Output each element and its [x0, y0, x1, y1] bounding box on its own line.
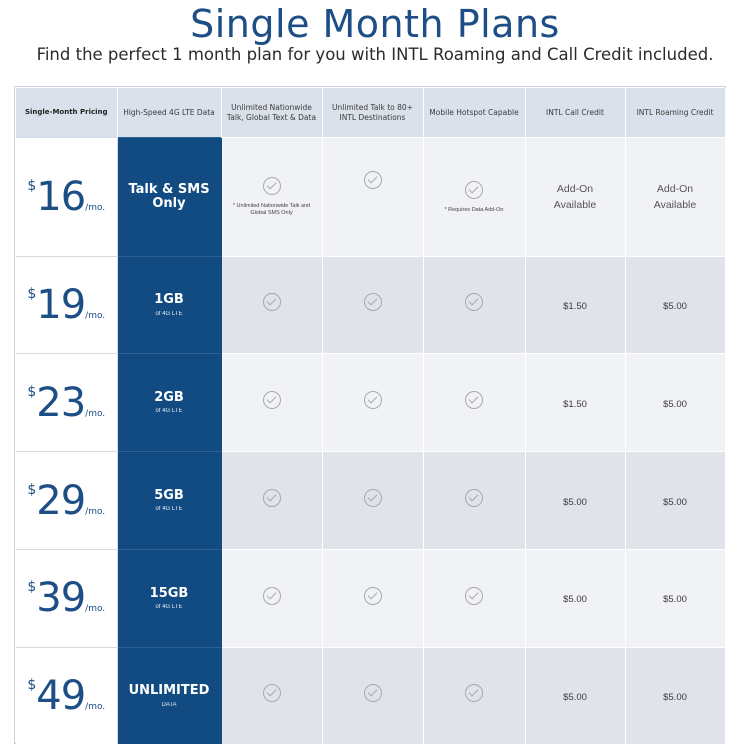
roaming-credit-cell — [625, 549, 725, 647]
intl-talk-cell — [322, 452, 423, 550]
column-header-roaming-credit: INTL Roaming Credit — [625, 88, 725, 138]
check-circle-icon — [263, 177, 281, 195]
column-header-pricing: Single-Month Pricing — [16, 88, 117, 138]
data-cell — [117, 647, 221, 744]
check-circle-icon — [263, 293, 281, 311]
price-amount: 16 — [36, 173, 86, 220]
roaming-credit-value: $5.00 — [663, 691, 687, 703]
roaming-credit-value: Add-On Available — [653, 182, 697, 211]
data-amount: 1GB — [154, 292, 184, 308]
check-circle-icon — [364, 391, 382, 409]
talk-note: * Unlimited Nationwide Talk and Global SMS Only — [232, 203, 311, 216]
check-circle-icon — [263, 489, 281, 507]
talk-cell — [221, 647, 322, 744]
page-subtitle: Find the perfect 1 month plan for you with INTL Roaming and Call Credit included. — [36, 45, 714, 64]
price-cell — [16, 138, 117, 257]
roaming-credit-cell — [625, 647, 725, 744]
roaming-credit-value: $5.00 — [663, 496, 687, 508]
call-credit-value: $5.00 — [563, 594, 587, 606]
data-cell — [117, 138, 221, 257]
hotspot-note: * Requires Data Add-On — [444, 206, 504, 213]
talk-cell — [221, 354, 322, 452]
check-circle-icon — [263, 684, 281, 702]
price-period: /mo. — [85, 310, 106, 321]
currency-symbol: $ — [27, 481, 37, 498]
check-circle-icon — [465, 489, 483, 507]
column-header-data: High-Speed 4G LTE Data — [117, 88, 221, 138]
column-header-call-credit: INTL Call Credit — [525, 88, 625, 138]
data-amount: 2GB — [154, 390, 184, 406]
plans-table — [16, 88, 726, 744]
intl-talk-cell — [322, 354, 423, 452]
price-cell — [16, 452, 117, 550]
currency-symbol: $ — [27, 579, 37, 596]
call-credit-value: $1.50 — [563, 300, 587, 312]
column-header-hotspot: Mobile Hotspot Capable — [423, 88, 525, 138]
price-period: /mo. — [85, 202, 106, 213]
column-header-intl-talk: Unlimited Talk to 80+ INTL Destinations — [322, 88, 423, 138]
check-circle-icon — [465, 181, 483, 199]
roaming-credit-value: $5.00 — [663, 398, 687, 410]
check-circle-icon — [465, 391, 483, 409]
currency-symbol: $ — [27, 177, 37, 194]
price-amount: 39 — [36, 575, 86, 622]
price-cell — [16, 549, 117, 647]
data-unit: of 4G LTE — [155, 506, 183, 513]
call-credit-cell — [525, 138, 625, 257]
data-cell — [117, 354, 221, 452]
roaming-credit-value: $5.00 — [663, 594, 687, 606]
intl-talk-cell — [322, 647, 423, 744]
price-amount: 29 — [36, 477, 86, 524]
data-unit: of 4G LTE — [155, 603, 183, 610]
currency-symbol: $ — [27, 676, 37, 693]
price-amount: 49 — [36, 672, 86, 719]
hotspot-cell — [423, 549, 525, 647]
talk-cell — [221, 452, 322, 550]
roaming-credit-value: $5.00 — [663, 300, 687, 312]
hotspot-cell — [423, 256, 525, 354]
check-circle-icon — [364, 293, 382, 311]
hotspot-cell — [423, 452, 525, 550]
call-credit-cell — [525, 354, 625, 452]
call-credit-value: $5.00 — [563, 496, 587, 508]
roaming-credit-cell — [625, 256, 725, 354]
call-credit-cell — [525, 256, 625, 354]
table-row — [16, 354, 725, 452]
call-credit-cell — [525, 452, 625, 550]
data-cell — [117, 256, 221, 354]
check-circle-icon — [263, 391, 281, 409]
talk-cell — [221, 256, 322, 354]
data-amount: Talk & SMS Only — [128, 181, 210, 211]
price-cell — [16, 256, 117, 354]
table-row — [16, 549, 725, 647]
data-cell — [117, 549, 221, 647]
check-circle-icon — [364, 171, 382, 189]
table-row — [16, 647, 725, 744]
data-unit: of 4G LTE — [155, 408, 183, 415]
call-credit-cell — [525, 647, 625, 744]
price-period: /mo. — [85, 408, 106, 419]
call-credit-cell — [525, 549, 625, 647]
table-row — [16, 138, 725, 257]
intl-talk-cell — [322, 549, 423, 647]
data-cell — [117, 452, 221, 550]
intl-talk-cell — [322, 138, 423, 257]
currency-symbol: $ — [27, 383, 37, 400]
call-credit-value: $5.00 — [563, 691, 587, 703]
data-unit: of 4G LTE — [155, 310, 183, 317]
roaming-credit-cell — [625, 354, 725, 452]
data-amount: UNLIMITED — [128, 683, 210, 699]
intl-talk-cell — [322, 256, 423, 354]
check-circle-icon — [364, 587, 382, 605]
check-circle-icon — [364, 489, 382, 507]
hotspot-cell — [423, 138, 525, 257]
roaming-credit-cell — [625, 452, 725, 550]
check-circle-icon — [465, 293, 483, 311]
page-title: Single Month Plans — [190, 2, 560, 46]
check-circle-icon — [465, 684, 483, 702]
hotspot-cell — [423, 647, 525, 744]
currency-symbol: $ — [27, 285, 37, 302]
data-unit: DATA — [161, 701, 177, 708]
roaming-credit-cell — [625, 138, 725, 257]
talk-cell — [221, 138, 322, 257]
check-circle-icon — [263, 587, 281, 605]
price-cell — [16, 647, 117, 744]
table-row — [16, 452, 725, 550]
talk-cell — [221, 549, 322, 647]
check-circle-icon — [465, 587, 483, 605]
call-credit-value: $1.50 — [563, 398, 587, 410]
price-amount: 19 — [36, 281, 86, 328]
price-period: /mo. — [85, 604, 106, 615]
column-header-talk: Unlimited Nationwide Talk, Global Text & Data — [221, 88, 322, 138]
price-amount: 23 — [36, 379, 86, 426]
data-amount: 5GB — [154, 487, 184, 503]
hotspot-cell — [423, 354, 525, 452]
table-row — [16, 256, 725, 354]
price-period: /mo. — [85, 506, 106, 517]
price-period: /mo. — [85, 701, 106, 712]
table-header-row — [16, 88, 725, 138]
check-circle-icon — [364, 684, 382, 702]
price-cell — [16, 354, 117, 452]
call-credit-value: Add-On Available — [553, 182, 597, 211]
data-amount: 15GB — [149, 585, 189, 601]
